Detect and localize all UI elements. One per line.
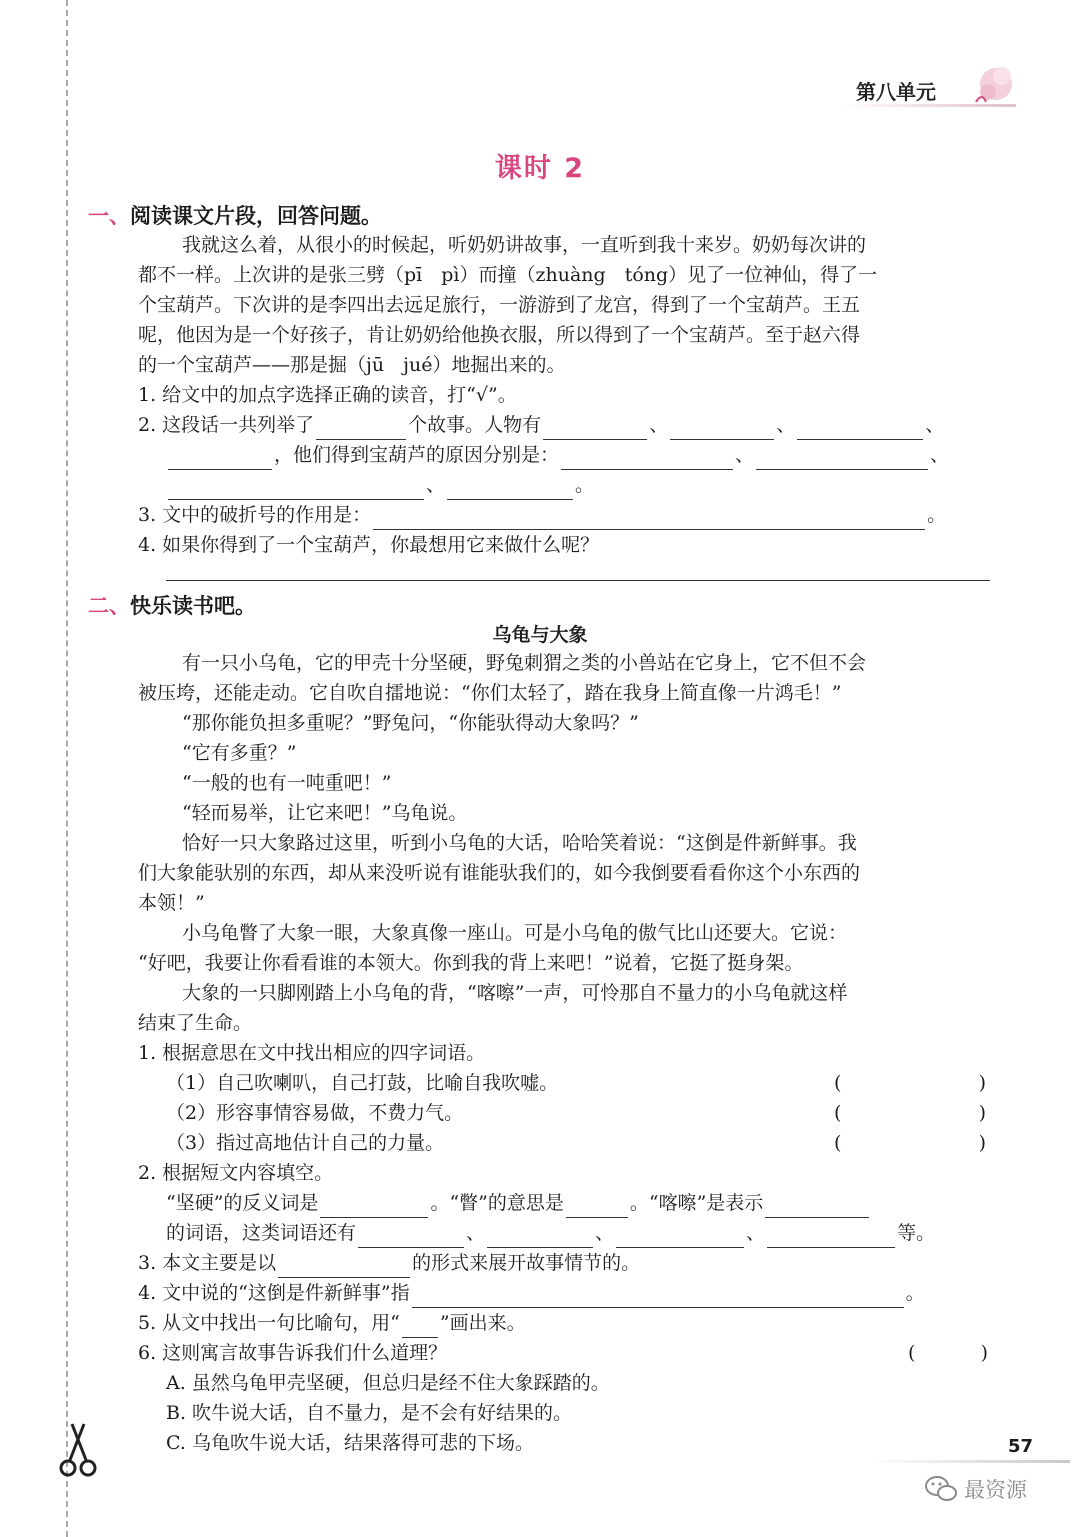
unit-rule — [836, 104, 1016, 107]
watermark — [924, 1474, 1027, 1504]
answer-blank[interactable] — [561, 446, 733, 470]
story-line: 大象的一只脚刚踏上小乌龟的背，“喀嚓”一声，可怜那自不量力的小乌龟就这样 — [182, 982, 848, 1004]
question-2-3: 3. 本文主要是以 的形式来展开故事情节的。 — [138, 1248, 640, 1278]
question-2-4: 4. 文中说的“这倒是件新鲜事”指 。 — [138, 1278, 925, 1308]
section-1-number: 一、 — [88, 204, 130, 228]
option-b[interactable]: B. 吹牛说大话，自不量力，是不会有好结果的。 — [166, 1402, 573, 1424]
answer-blank[interactable] — [316, 416, 406, 440]
story-line: 们大象能驮别的东西，却从来没听说有谁能驮我们的，如今我倒要看看你这个小东西的 — [138, 862, 861, 884]
story-line: 小乌龟瞥了大象一眼，大象真像一座山。可是小乌龟的傲气比山还要大。它说： — [182, 922, 848, 944]
passage-line: 个宝葫芦。下次讲的是李四出去远足旅行，一游游到了龙宫，得到了一个宝葫芦。王五 — [138, 294, 861, 316]
answer-blank[interactable] — [765, 1194, 869, 1218]
question-1-2-row-3: 、 。 — [166, 470, 594, 500]
answer-blank[interactable] — [447, 476, 573, 500]
question-2-6: 6. 这则寓言故事告诉我们什么道理？ — [138, 1342, 448, 1364]
passage-line: 呢，他因为是一个好孩子，肯让奶奶给他换衣服，所以得到了一个宝葫芦。至于赵六得 — [138, 324, 861, 346]
section-2-heading — [88, 590, 256, 620]
story-title: 乌龟与大象 — [492, 624, 588, 646]
answer-blank[interactable] — [670, 416, 774, 440]
question-1-4: 4. 如果你得到了一个宝葫芦，你最想用它来做什么呢？ — [138, 534, 600, 556]
answer-blank[interactable] — [797, 416, 923, 440]
passage-line: 的一个宝葫芦——那是掘（jū jué）地掘出来的。 — [138, 354, 566, 376]
question-2-5: 5. 从文中找出一句比喻句，用“ ”画出来。 — [138, 1308, 526, 1338]
option-a[interactable]: A. 虽然乌龟甲壳坚硬，但总归是经不住大象踩踏的。 — [166, 1372, 610, 1394]
answer-blank[interactable] — [543, 416, 647, 440]
answer-blank[interactable] — [767, 1224, 895, 1248]
answer-line[interactable] — [166, 580, 990, 581]
question-2-1-item: （2）形容事情容易做，不费力气。 — [166, 1102, 464, 1124]
story-line: 被压垮，还能走动。它自吹自擂地说：“你们太轻了，踏在我身上简直像一片鸿毛！” — [138, 682, 842, 704]
question-1-2-row-1: 2. 这段话一共列举了 个故事。人物有 、 、 、 — [138, 410, 944, 440]
answer-blank[interactable] — [320, 1194, 428, 1218]
story-line: 有一只小乌龟，它的甲壳十分坚硬，野兔刺猬之类的小兽站在它身上，它不但不会 — [182, 652, 867, 674]
answer-blank[interactable] — [278, 1254, 410, 1278]
question-2-1: 1. 根据意思在文中找出相应的四字词语。 — [138, 1042, 486, 1064]
unit-title: 第八单元 — [856, 80, 936, 104]
answer-parentheses[interactable]: ( ) — [834, 1072, 986, 1094]
question-2-2: 2. 根据短文内容填空。 — [138, 1162, 334, 1184]
story-line: “它有多重？” — [182, 742, 297, 764]
answer-blank[interactable] — [566, 1194, 628, 1218]
scissors-icon — [52, 1420, 104, 1480]
question-1-2-row-2: ，他们得到宝葫芦的原因分别是： 、 、 — [166, 440, 949, 470]
answer-blank[interactable] — [168, 446, 272, 470]
answer-blank[interactable] — [168, 476, 424, 500]
section-2-title: 快乐读书吧。 — [130, 594, 256, 618]
story-line: “一般的也有一吨重吧！” — [182, 772, 392, 794]
answer-blank[interactable] — [412, 1284, 904, 1308]
question-2-1-item: （1）自己吹喇叭，自己打鼓，比喻自我吹嘘。 — [166, 1072, 559, 1094]
story-line: “好吧，我要让你看看谁的本领大。你到我的背上来吧！”说着，它挺了挺身架。 — [138, 952, 804, 974]
question-2-1-item: （3）指过高地估计自己的力量。 — [166, 1132, 445, 1154]
story-line: “那你能负担多重呢？”野兔问，“你能驮得动大象吗？” — [182, 712, 639, 734]
cut-line — [66, 0, 68, 1537]
question-1-3: 3. 文中的破折号的作用是： 。 — [138, 500, 946, 530]
story-line: 结束了生命。 — [138, 1012, 253, 1034]
wechat-icon — [924, 1475, 958, 1503]
section-1-title: 阅读课文片段，回答问题。 — [130, 204, 382, 228]
answer-blank[interactable] — [756, 446, 928, 470]
underline-sample — [402, 1314, 438, 1338]
question-2-2-row-2: 的词语，这类词语还有 、 、 、 等。 — [166, 1218, 935, 1248]
section-2-number: 二、 — [88, 594, 130, 618]
option-c[interactable]: C. 乌龟吹牛说大话，结果落得可悲的下场。 — [166, 1432, 534, 1454]
answer-parentheses[interactable]: ( ) — [834, 1102, 986, 1124]
answer-parentheses[interactable]: ( ) — [908, 1342, 988, 1364]
answer-blank[interactable] — [487, 1224, 593, 1248]
story-line: 恰好一只大象路过这里，听到小乌龟的大话，哈哈笑着说：“这倒是件新鲜事。我 — [182, 832, 857, 854]
passage-line: 我就这么着，从很小的时候起，听奶奶讲故事，一直听到我十来岁。奶奶每次讲的 — [182, 234, 867, 256]
section-1-heading — [88, 200, 382, 230]
question-1-1: 1. 给文中的加点字选择正确的读音，打“√”。 — [138, 384, 517, 406]
answer-blank[interactable] — [616, 1224, 744, 1248]
passage-line: 都不一样。上次讲的是张三劈（pī pì）而撞（zhuàng tóng）见了一位神仙，得了一 — [138, 264, 878, 286]
page-number: 57 — [1008, 1436, 1034, 1457]
story-line: “轻而易举，让它来吧！”乌龟说。 — [182, 802, 468, 824]
story-line: 本领！” — [138, 892, 205, 914]
answer-parentheses[interactable]: ( ) — [834, 1132, 986, 1154]
answer-blank[interactable] — [373, 506, 925, 530]
lesson-title: 课时 2 — [494, 153, 586, 184]
watermark-text: 最资源 — [964, 1478, 1027, 1502]
page-rule — [870, 1460, 1070, 1463]
question-2-2-row-1: “坚硬”的反义词是 。“瞥”的意思是 。“喀嚓”是表示 — [166, 1188, 871, 1218]
answer-blank[interactable] — [358, 1224, 464, 1248]
